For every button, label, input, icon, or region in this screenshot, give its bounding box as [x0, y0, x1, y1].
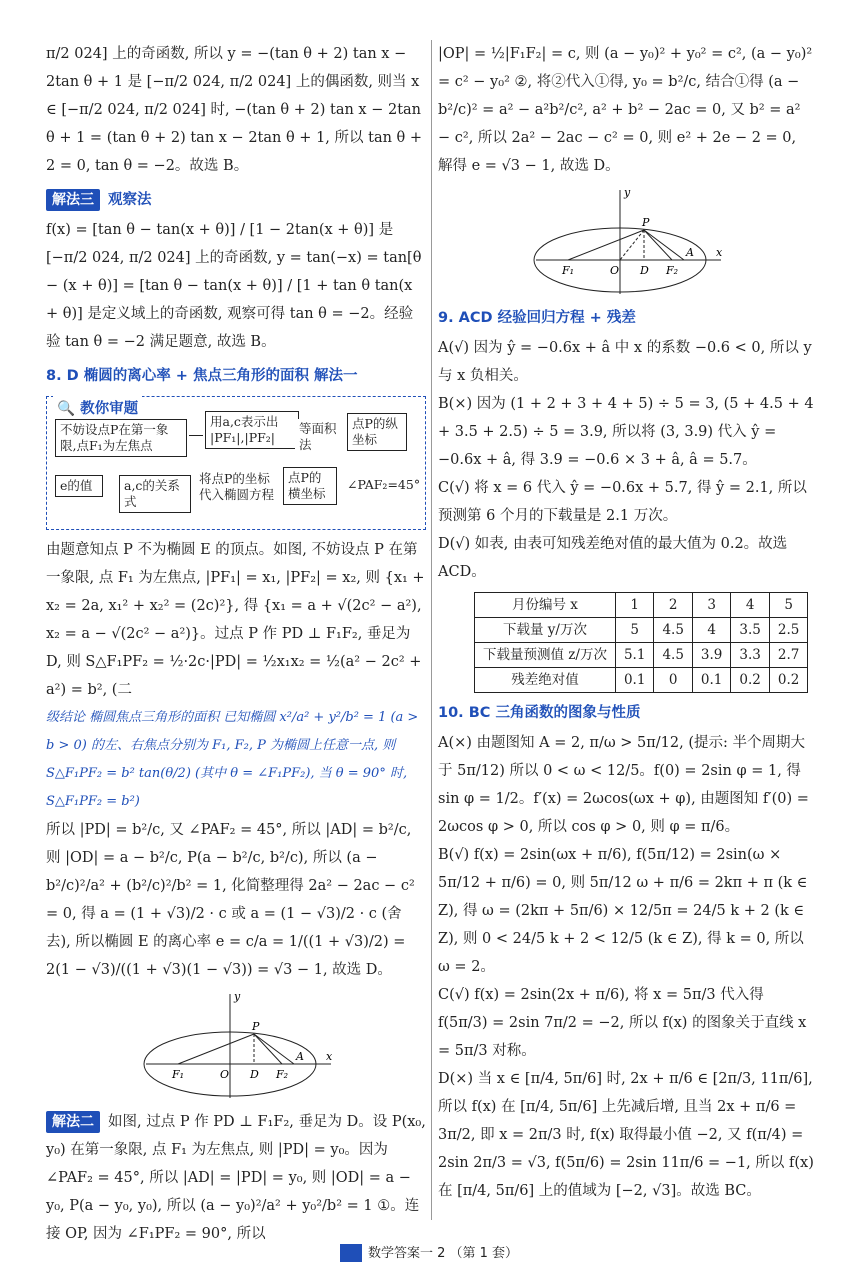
- q9-option-d: D(√) 如表, 由表可知残差绝对值的最大值为 0.2。故选 ACD。: [438, 536, 788, 580]
- table-cell: 3: [692, 593, 730, 618]
- table-cell: 5.1: [615, 643, 653, 668]
- table-cell: 3.5: [731, 618, 769, 643]
- residual-table: [474, 592, 808, 693]
- table-cell: 0.2: [769, 668, 807, 693]
- footer-text: 数学答案一 2 （第 1 套）: [367, 1245, 519, 1261]
- q9-option-a: A(√) 因为 ŷ = −0.6x + â 中 x 的系数 −0.6 < 0, 所以 y 与 x 负相关。: [438, 340, 812, 384]
- table-cell: 0.2: [731, 668, 769, 693]
- table-cell: 0: [654, 668, 692, 693]
- q8-method-one-text: 由题意知点 P 不为椭圆 E 的顶点。如图, 不妨设点 P 在第一象限, 点 F₁ 为左焦点, |PF₁| = x₁, |PF₂| = x₂, 则 {x₁ + x₂ = 2a, x₁² + x₂² = (2c)²}, 得 {x₁ = a + √(2c² − a²), x₂ = a − √(2c² − a²)}。过点 P 作 PD ⊥ F₁F₂, 垂足为 D, 则 S△F₁PF₂ = ½·2c·|PD| = ½x₁x₂ = ½(a² − 2c² + a²) = b², (二: [46, 542, 425, 698]
- table-cell: 0.1: [615, 668, 653, 693]
- label-f1: F₁: [172, 1068, 185, 1081]
- label-p: P: [252, 1020, 260, 1033]
- q10-option-a: A(×) 由题图知 A = 2, π/ω > 5π/12, (提示: 半个周期大于 5π/12) 所以 0 < ω < 12/5。f(0) = 2sin φ = 1, 得 sin φ = 1/2。f′(x) = 2ωcos(ωx + φ), 由题图知 f′(0) = 2ωcos φ > 0, 所以 cos φ > 0, 则 φ = π/6。: [438, 735, 809, 835]
- method-two-tag: 解法二: [46, 1111, 100, 1133]
- method-two-text: 如图, 过点 P 作 PD ⊥ F₁F₂, 垂足为 D。设 P(x₀, y₀) 在第一象限, 点 F₁ 为左焦点, 则 |PD| = y₀。因为 ∠PAF₂ = 45°, 所以 |AD| = |PD| = y₀, 则 |OD| = a − y₀, P(a − y₀, y₀), 所以 (a − y₀)²/a² + y₀²/b² = 1 ①。连接 OP, 因为 ∠F₁PF₂ = 90°, 所以: [46, 1114, 426, 1242]
- method-three-title: 观察法: [108, 192, 152, 208]
- label-a: A: [296, 1050, 304, 1063]
- label-f1: F₁: [562, 264, 575, 277]
- q10-option-c: C(√) f(x) = 2sin(2x + π/6), 将 x = 5π/3 代入得 f(5π/3) = 2sin 7π/2 = −2, 所以 f(x) 的图象关于直线 x = 5π/3 对称。: [438, 987, 807, 1059]
- label-p: P: [642, 216, 650, 229]
- flow-step-5: ∠PAF₂=45°: [343, 475, 407, 495]
- table-cell: 4: [731, 593, 769, 618]
- method-three: [46, 186, 426, 214]
- secondary-conclusion-note: 级结论 椭圆焦点三角形的面积 已知椭圆 x²/a² + y²/b² = 1 (a > b > 0) 的左、右焦点分别为 F₁, F₂, P 为椭圆上任意一点, 则 S△F₁PF₂ = b² tan(θ/2) (其中 θ = ∠F₁PF₂), 当 θ = 90° 时, S△F₁PF₂ = b²): [46, 710, 419, 809]
- flow-step-1: 不妨设点P在第一象限,点F₁为左焦点: [55, 419, 187, 457]
- label-x: x: [716, 246, 723, 259]
- page-footer: [0, 1242, 858, 1263]
- table-cell: 4.5: [654, 643, 692, 668]
- segment-p-f2: [644, 230, 672, 260]
- segment-f1-p: [568, 230, 644, 260]
- table-cell: 3.9: [692, 643, 730, 668]
- q10-heading: 10. BC 三角函数的图象与性质: [438, 705, 641, 721]
- label-d: D: [250, 1068, 259, 1081]
- column-divider: [431, 40, 432, 1220]
- box-title: 🔍 教你审题: [53, 395, 142, 423]
- table-cell: 4.5: [654, 618, 692, 643]
- flow-step-7: 将点P的坐标代入椭圆方程: [195, 469, 283, 505]
- table-cell: 下载量 y/万次: [475, 618, 616, 643]
- flow-step-3: 等面积法: [295, 419, 351, 455]
- table-cell: 2.7: [769, 643, 807, 668]
- segment-p-a: [644, 230, 684, 260]
- table-row: [475, 643, 808, 668]
- label-o: O: [610, 264, 620, 277]
- segment-p-a: [254, 1034, 294, 1064]
- right-column: [438, 40, 814, 1205]
- segment-f1-p: [178, 1034, 254, 1064]
- table-cell: 0.1: [692, 668, 730, 693]
- table-row: [475, 593, 808, 618]
- table-cell: 2.5: [769, 618, 807, 643]
- label-x: x: [326, 1050, 333, 1063]
- label-f2: F₂: [276, 1068, 289, 1081]
- reasoning-flow-box: [46, 396, 426, 530]
- label-y: y: [234, 990, 241, 1003]
- table-cell: 4: [692, 618, 730, 643]
- method-three-text: f(x) = [tan θ − tan(x + θ)] / [1 − 2tan(x + θ)] 是 [−π/2 024, π/2 024] 上的奇函数, y = tan(−x) = tan[θ − (x + θ)] = [tan θ − tan(x + θ)] / [1 + tan θ tan(x + θ)] 是定义域上的奇函数, 观察可得 tan θ = −2。经验验 tan θ = −2 满足题意, 故选 B。: [46, 222, 422, 350]
- q9-option-b: B(×) 因为 (1 + 2 + 3 + 4 + 5) ÷ 5 = 3, (5 + 4.5 + 4 + 3.5 + 2.5) ÷ 5 = 3.9, 所以将 (3, 3.9) 代入 ŷ = −0.6x + â, 得 3.9 = −0.6 × 3 + â, â = 5.7。: [438, 396, 814, 468]
- table-row: [475, 618, 808, 643]
- q9-heading: 9. ACD 经验回归方程 + 残差: [438, 310, 636, 326]
- q8-method-one-result: 所以 |PD| = b²/c, 又 ∠PAF₂ = 45°, 所以 |AD| = b²/c, 则 |OD| = a − b²/c, P(a − b²/c, b²/c), 所以 (a − b²/c)²/a² + (b²/c)²/b² = 1, 化简整理得 2a² − 2ac − c² = 0, 得 a = (1 + √3)/2 · c 或 a = (1 − √3)/2 · c (舍去), 所以椭圆 E 的离心率 e = c/a = 1/((1 + √3)/2) = 2(1 − √3)/((1 + √3)(1 − √3)) = √3 − 1, 故选 D。: [46, 822, 415, 978]
- q8-method-two-continuation: |OP| = ½|F₁F₂| = c, 则 (a − y₀)² + y₀² = c², (a − y₀)² = c² − y₀² ②, 将②代入①得, y₀ = b²/c, 结合①得 (a − b²/c)² = a² − a²b²/c², a² + b² − 2ac = 0, 又 b² = a² − c², 所以 2a² − 2ac − c² = 0, 则 e² + 2e − 2 = 0, 解得 e = √3 − 1, 故选 D。: [438, 46, 813, 174]
- table-cell: 5: [615, 618, 653, 643]
- table-cell: 1: [615, 593, 653, 618]
- flow-step-8: a,c的关系式: [119, 475, 191, 513]
- table-cell: 2: [654, 593, 692, 618]
- label-f2: F₂: [666, 264, 679, 277]
- table-cell: 月份编号 x: [475, 593, 616, 618]
- table-cell: 下载量预测值 z/万次: [475, 643, 616, 668]
- label-y: y: [624, 186, 631, 199]
- label-d: D: [640, 264, 649, 277]
- ellipse-figure-left: [136, 990, 336, 1102]
- method-two: [46, 1108, 426, 1248]
- table-row: [475, 668, 808, 693]
- flow-step-9: e的值: [55, 475, 103, 497]
- label-a: A: [686, 246, 694, 259]
- label-o: O: [220, 1068, 230, 1081]
- flow-step-6: 点P的横坐标: [283, 467, 337, 505]
- segment-p-f2: [254, 1034, 282, 1064]
- q9-option-c: C(√) 将 x = 6 代入 ŷ = −0.6x + 5.7, 得 ŷ = 2.1, 所以预测第 6 个月的下载量是 2.1 万次。: [438, 480, 807, 524]
- method-three-tag: 解法三: [46, 189, 100, 211]
- left-column: [46, 40, 426, 1250]
- publisher-logo: [340, 1244, 362, 1262]
- flow-step-2: 用a,c表示出 |PF₁|,|PF₂|: [205, 411, 299, 449]
- table-cell: 3.3: [731, 643, 769, 668]
- table-cell: 残差绝对值: [475, 668, 616, 693]
- table-cell: 5: [769, 593, 807, 618]
- flow-step-4: 点P的纵坐标: [347, 413, 407, 451]
- flow-arrow: [189, 435, 203, 436]
- q10-option-b: B(√) f(x) = 2sin(ωx + π/6), f(5π/12) = 2sin(ω × 5π/12 + π/6) = 0, 则 5π/12 ω + π/6 = 2kπ + π (k ∈ Z), 得 ω = (2kπ + 5π/6) × 12/5π = 24/5 k + 2 (k ∈ Z), 则 0 < 24/5 k + 2 < 12/5 (k ∈ Z), 得 k = 0, 所以 ω = 2。: [438, 847, 808, 975]
- ellipse-figure-right: [526, 186, 726, 298]
- q8-heading: 8. D 椭圆的离心率 + 焦点三角形的面积 解法一: [46, 368, 358, 384]
- q10-option-d: D(×) 当 x ∈ [π/4, 5π/6] 时, 2x + π/6 ∈ [2π/3, 11π/6], 所以 f(x) 在 [π/4, 5π/6] 上先减后增, 且当 2x + π/6 = 3π/2, 即 x = 2π/3 时, f(x) 取得最小值 −2, 又 f(π/4) = 2sin 2π/3 = √3, f(5π/6) = 2sin 11π/6 = −1, 所以 f(x) 在 [π/4, 5π/6] 上的值域为 [−2, √3]。故选 BC。: [438, 1071, 814, 1199]
- q7-continuation: π/2 024] 上的奇函数, 所以 y = −(tan θ + 2) tan x − 2tan θ + 1 是 [−π/2 024, π/2 024] 上的偶函数, 则当 x ∈ [−π/2 024, π/2 024] 时, −(tan θ + 2) tan x − 2tan θ + 1 = (tan θ + 2) tan x − 2tan θ + 1, 所以 tan θ + 2 = 0, tan θ = −2。故选 B。: [46, 46, 423, 174]
